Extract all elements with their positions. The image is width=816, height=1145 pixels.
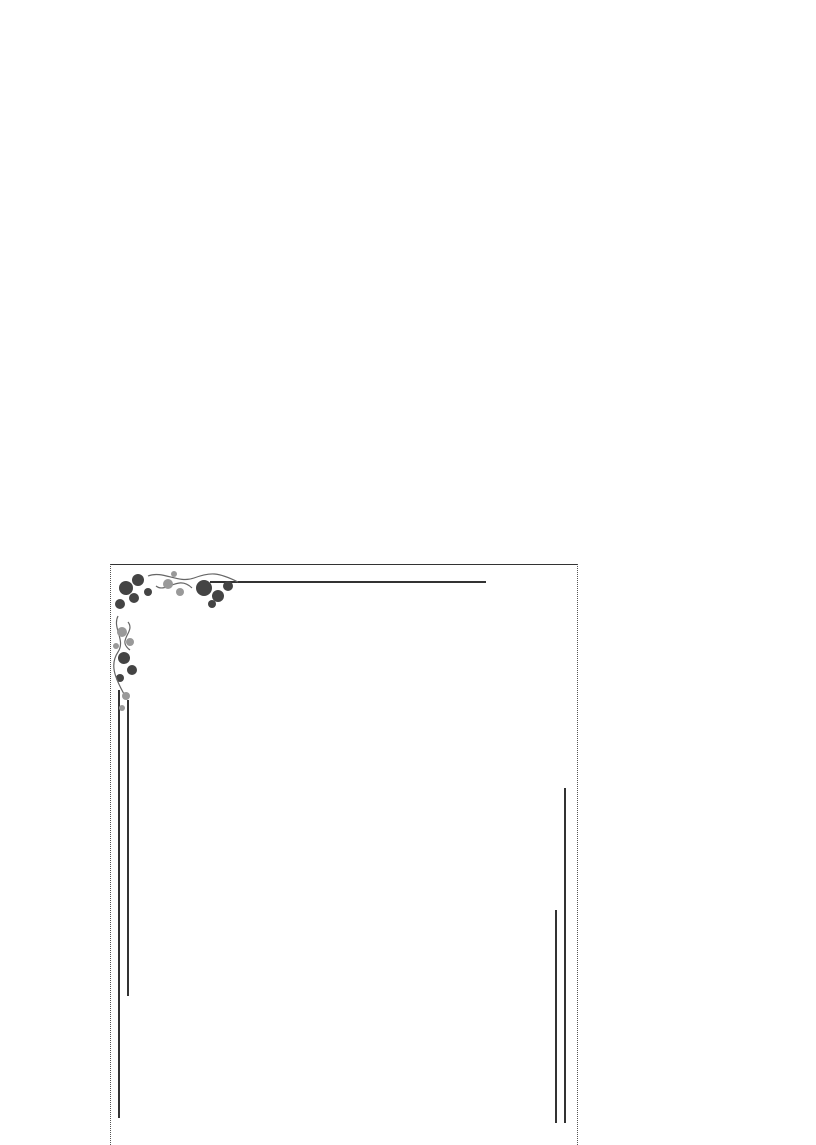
frame-line-right-outer [564, 788, 566, 1123]
frame-line-left-inner [127, 700, 129, 996]
floral-corner-icon [108, 566, 258, 716]
frame-line-left-outer [118, 690, 120, 1118]
frame-line-right-inner [555, 910, 557, 1123]
